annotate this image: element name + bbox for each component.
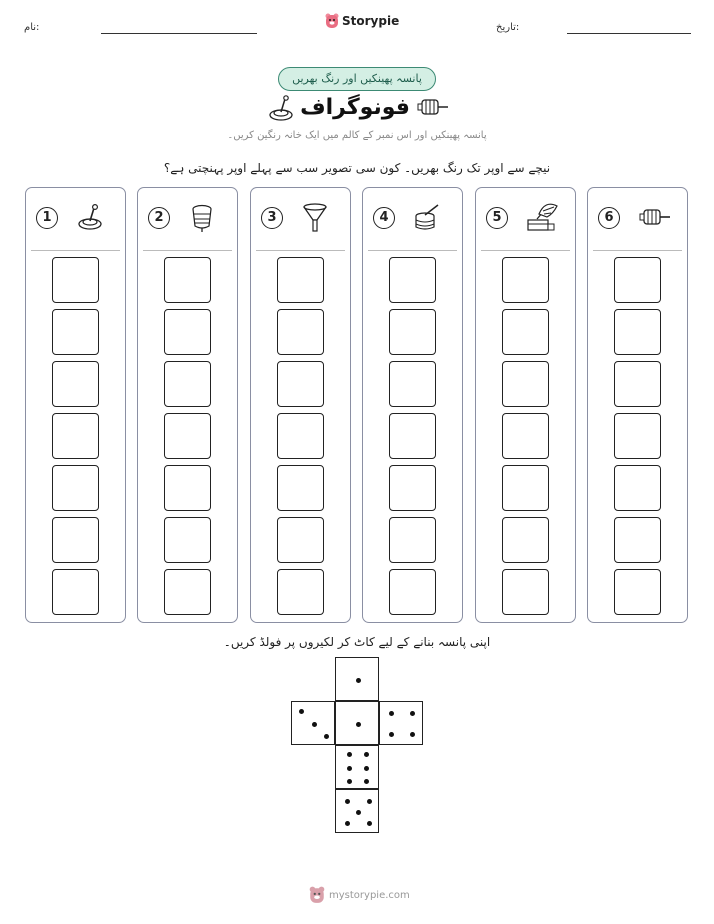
color-cell[interactable]	[277, 569, 324, 615]
die-pip	[345, 821, 350, 826]
color-cell[interactable]	[389, 465, 436, 511]
color-cell[interactable]	[614, 257, 661, 303]
color-cell[interactable]	[502, 569, 549, 615]
color-cell[interactable]	[277, 465, 324, 511]
color-cell[interactable]	[164, 309, 211, 355]
footer	[309, 886, 410, 904]
die-pip	[410, 711, 415, 716]
die-face-1	[335, 657, 379, 701]
color-cell[interactable]	[164, 569, 211, 615]
color-cell[interactable]	[502, 257, 549, 303]
die-pip	[364, 752, 369, 757]
color-cell[interactable]	[164, 465, 211, 511]
color-cell[interactable]	[502, 309, 549, 355]
color-cell[interactable]	[502, 413, 549, 459]
column-1	[25, 187, 126, 623]
die-pip	[410, 732, 415, 737]
motor-icon	[416, 96, 450, 118]
activity-badge: پانسہ پھینکیں اور رنگ بھریں	[278, 67, 436, 91]
color-cell[interactable]	[164, 257, 211, 303]
footer-url[interactable]: mystorypie.com	[329, 889, 410, 901]
column-number: 3	[261, 207, 283, 229]
die-pip	[367, 799, 372, 804]
color-cell[interactable]	[164, 517, 211, 563]
color-cell[interactable]	[389, 309, 436, 355]
color-cell[interactable]	[52, 257, 99, 303]
color-cell[interactable]	[502, 361, 549, 407]
column-number: 1	[36, 207, 58, 229]
instructions-subtitle: پانسہ پھینکیں اور اس نمبر کے کالم میں ایک خانہ رنگین کریں۔	[227, 130, 487, 141]
column-divider	[481, 250, 570, 251]
column-divider	[368, 250, 457, 251]
die-pip	[324, 734, 329, 739]
color-cell[interactable]	[164, 361, 211, 407]
column-divider	[31, 250, 120, 251]
die-pip	[364, 766, 369, 771]
color-cell[interactable]	[164, 413, 211, 459]
color-cell[interactable]	[52, 413, 99, 459]
crank-icon	[266, 93, 296, 123]
die-pip	[347, 752, 352, 757]
color-cell[interactable]	[52, 361, 99, 407]
name-line[interactable]	[101, 33, 257, 34]
question-text: نیچے سے اوپر تک رنگ بھریں۔ کون سی تصویر سب سے پہلے اوپر پہنچتی ہے؟	[163, 161, 551, 175]
column-2	[137, 187, 238, 623]
die-pip	[364, 779, 369, 784]
funnel-icon	[300, 201, 336, 235]
color-cell[interactable]	[614, 413, 661, 459]
color-cell[interactable]	[277, 361, 324, 407]
die-pip	[356, 722, 361, 727]
column-6	[587, 187, 688, 623]
column-number: 4	[373, 207, 395, 229]
column-5	[475, 187, 576, 623]
color-cell[interactable]	[614, 465, 661, 511]
die-pip	[299, 709, 304, 714]
die-pip	[367, 821, 372, 826]
column-number: 2	[148, 207, 170, 229]
color-cell[interactable]	[52, 569, 99, 615]
name-label: نام:	[24, 22, 40, 33]
color-cell[interactable]	[277, 517, 324, 563]
gramophone-icon	[525, 201, 561, 235]
crank-icon	[75, 201, 111, 235]
column-divider	[256, 250, 345, 251]
color-cell[interactable]	[277, 413, 324, 459]
drum-cylinder-icon	[187, 201, 223, 235]
die-pip	[347, 766, 352, 771]
page-title: فونوگراف	[300, 95, 410, 120]
record-stack-icon	[412, 201, 448, 235]
color-cell[interactable]	[52, 465, 99, 511]
column-divider	[143, 250, 232, 251]
die-pip	[345, 799, 350, 804]
color-cell[interactable]	[52, 309, 99, 355]
die-face-6	[335, 745, 379, 789]
color-cell[interactable]	[52, 517, 99, 563]
color-cell[interactable]	[389, 413, 436, 459]
color-cell[interactable]	[389, 361, 436, 407]
motor-icon	[637, 201, 673, 235]
bear-logo-icon	[325, 13, 339, 29]
color-cell[interactable]	[502, 465, 549, 511]
column-number: 6	[598, 207, 620, 229]
column-divider	[593, 250, 682, 251]
date-label: تاریخ:	[496, 22, 520, 33]
column-number: 5	[486, 207, 508, 229]
color-cell[interactable]	[277, 309, 324, 355]
brand-name: Storypie	[342, 14, 400, 28]
color-cell[interactable]	[502, 517, 549, 563]
color-cell[interactable]	[389, 569, 436, 615]
column-4	[362, 187, 463, 623]
color-cell[interactable]	[277, 257, 324, 303]
bear-logo-icon	[309, 886, 325, 904]
brand-logo	[325, 13, 399, 29]
die-pip	[356, 678, 361, 683]
die-face-4	[379, 701, 423, 745]
die-pip	[347, 779, 352, 784]
die-face-3	[291, 701, 335, 745]
die-face-1	[335, 701, 379, 745]
color-cell[interactable]	[614, 517, 661, 563]
die-face-5	[335, 789, 379, 833]
color-cell[interactable]	[614, 309, 661, 355]
die-pip	[389, 711, 394, 716]
color-cell[interactable]	[389, 257, 436, 303]
color-cell[interactable]	[389, 517, 436, 563]
dice-instruction: اپنی پانسہ بنانے کے لیے کاٹ کر لکیروں پر فولڈ کریں۔	[223, 635, 491, 649]
color-cell[interactable]	[614, 569, 661, 615]
date-line[interactable]	[567, 33, 691, 34]
color-cell[interactable]	[614, 361, 661, 407]
column-3	[250, 187, 351, 623]
die-pip	[312, 722, 317, 727]
die-pip	[389, 732, 394, 737]
die-pip	[356, 810, 361, 815]
